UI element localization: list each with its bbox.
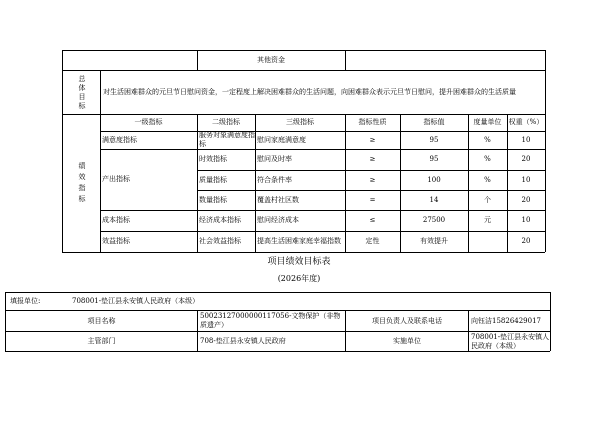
- row-nature: 定性: [365, 237, 380, 245]
- impl-unit-value: 708001-垫江县永安镇人民政府（本级）: [471, 332, 550, 350]
- row-unit: %: [484, 135, 491, 144]
- row-weight: 20: [521, 195, 531, 204]
- responsible-label: 项目负责人及联系电话: [372, 316, 442, 325]
- row-unit: %: [484, 155, 491, 163]
- row-level3: 慰问及时率: [257, 155, 292, 163]
- header-level3: 三级指标: [286, 118, 314, 126]
- row-nature: ≥: [369, 135, 376, 144]
- row-value: 27500: [422, 216, 446, 224]
- row-level1-output: 产出指标: [102, 175, 130, 183]
- row-level2: 经济成本指标: [199, 216, 241, 224]
- header-value: 指标值: [423, 118, 445, 126]
- row-level2: 数量指标: [199, 195, 227, 204]
- row-unit: 元: [484, 216, 491, 224]
- row-level3: 慰问家庭满意度: [257, 135, 306, 144]
- header-weight: 权重（%）: [508, 118, 544, 126]
- header-unit: 度量单位: [473, 118, 502, 126]
- row-level2: 社会效益指标: [199, 237, 241, 245]
- row-value: 100: [427, 175, 441, 184]
- row-level1: 满意度指标: [102, 135, 137, 144]
- row-unit: 个: [484, 195, 491, 204]
- responsible-value: 向钰洁15826429017: [471, 316, 541, 325]
- row-weight: 20: [521, 155, 531, 163]
- row-value: 有效提升: [420, 237, 448, 245]
- project-table-year: (2026年度): [277, 274, 321, 283]
- fill-unit-value: 708001-垫江县永安镇人民政府（本级）: [72, 297, 200, 305]
- header-nature: 指标性质: [358, 118, 387, 126]
- project-name-label: 项目名称: [87, 316, 116, 325]
- dept-label: 主管部门: [87, 337, 116, 345]
- row-level1: 效益指标: [102, 237, 130, 245]
- row-value: 95: [429, 155, 439, 163]
- row-level2: 时效指标: [199, 155, 227, 163]
- row-weight: 20: [521, 237, 531, 245]
- row-weight: 10: [521, 135, 531, 144]
- other-funds-label: 其他资金: [257, 56, 285, 64]
- project-table-title: 项目绩效目标表: [267, 257, 331, 267]
- row-value: 14: [429, 195, 439, 204]
- row-level3: 符合条件率: [257, 175, 292, 184]
- fill-unit-label: 填报单位:: [10, 297, 41, 305]
- header-level2: 二级指标: [212, 118, 240, 126]
- row-level3: 提高生活困难家庭幸福指数: [257, 237, 341, 245]
- impl-unit-label: 实施单位: [393, 337, 421, 345]
- row-weight: 10: [521, 175, 531, 184]
- row-value: 95: [429, 135, 439, 144]
- project-name-value: 500231270000001170​56-文物保护（非物质遗产）: [200, 312, 341, 329]
- row-nature: ≤: [369, 216, 376, 224]
- row-level3: 慰问经济成本: [257, 216, 299, 224]
- header-level1: 一级指标: [134, 118, 163, 126]
- dept-value: 708-垫江县永安镇人民政府: [200, 337, 286, 345]
- row-nature: ≥: [369, 155, 376, 163]
- overall-goal-label: 总体目标: [78, 74, 86, 111]
- row-level2: 服务对象满意度指标: [199, 131, 255, 148]
- row-level1: 成本指标: [102, 216, 130, 224]
- row-unit: [468, 231, 507, 252]
- row-unit: %: [484, 175, 491, 184]
- row-level3: 覆盖村社区数: [257, 195, 299, 204]
- row-nature: ≥: [369, 175, 376, 184]
- performance-indicators-label: 绩效指标: [78, 161, 86, 206]
- overall-goal-text: 对生活困难群众的元旦节日慰问资金，一定程度上解决困难群众的生活问题，向困难群众表示元旦节日慰问，提升困难群众的生活质量: [103, 88, 516, 96]
- row-weight: 10: [521, 216, 531, 224]
- row-level2: 质量指标: [199, 175, 227, 184]
- row-nature: =: [369, 195, 376, 204]
